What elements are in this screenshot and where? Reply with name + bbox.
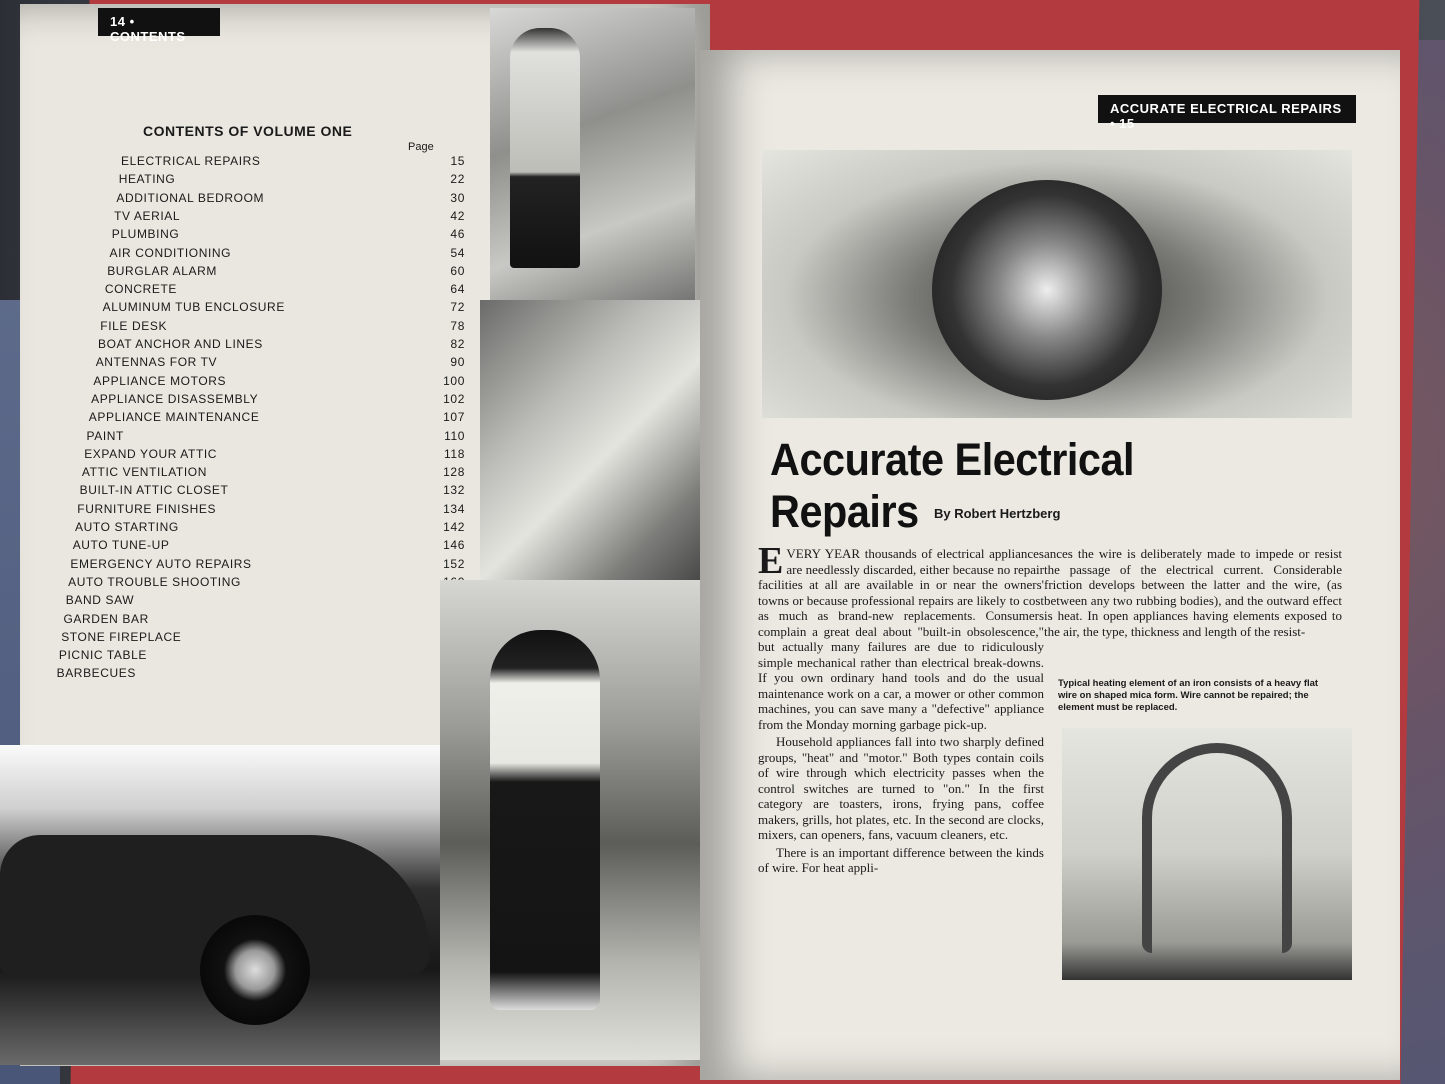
toc-entry-title: AIR CONDITIONING [109, 245, 232, 260]
toc-entry-title: EXPAND YOUR ATTIC [84, 446, 218, 461]
toc-entry-page: 118 [444, 446, 465, 461]
left-page-header: 14 • CONTENTS [98, 8, 220, 36]
photo-woman-painting [440, 580, 700, 1060]
table-of-contents [40, 110, 465, 750]
column-1-paragraph-1: EVERY YEAR thousands of electrical appliances are needlessly discarded, either because no repair facilities at all are available in or near the owners' towns or because professional repairs are likely to cost as much as brand-new replacements. Consumers complain a great deal about "built-in obsolescence," but actually many failures are due to ridiculously simple mechanical rather than electrical break-downs. If you own ordinary hand tools and do the usual maintenance work on a car, a mower or other common machines, you can save many a "defective" appliance from the Monday morning garbage pick-up. [758, 540, 1044, 732]
toc-entry-page: 102 [443, 391, 465, 406]
toc-entry [93, 373, 465, 391]
toc-entry [86, 428, 465, 446]
toc-entry [112, 227, 472, 244]
photo-caption: Typical heating element of an iron consists of a heavy flat wire on shaped mica form. Wire cannot be repaired; the element must be replaced. [1058, 678, 1319, 713]
article-column-2 [1044, 546, 1342, 641]
toc-entry-title: HEATING [118, 172, 176, 187]
toc-entry-page: 22 [450, 172, 465, 187]
toc-entry [72, 538, 465, 555]
toc-entry-title: EMERGENCY AUTO REPAIRS [70, 556, 252, 571]
toc-entry-title: TV AERIAL [114, 208, 181, 223]
toc-entry [84, 446, 465, 464]
toc-entry [121, 154, 481, 171]
photo-heating-element [1062, 728, 1352, 980]
article-title: Accurate Electrical Repairs [770, 434, 1135, 537]
toc-entry [57, 666, 417, 683]
toc-entry-title: FILE DESK [100, 318, 168, 333]
man-figure [510, 28, 580, 268]
column-2-paragraph-1: ances the wire is deliberately made to impede or resist the passage of the electrical current. Considerable friction develops between the latter and the wire, (as between any two rubbing bodies), and the outward effect is heat. In open appliances having elements exposed to the air, the type, thickness and length of the resist- [1044, 546, 1342, 639]
toc-entry-title: AUTO TROUBLE SHOOTING [68, 574, 241, 589]
toc-entry-title: ANTENNAS FOR TV [95, 355, 218, 370]
toc-entry-title: FURNITURE FINISHES [77, 501, 217, 516]
car-wheel [200, 915, 310, 1025]
toc-entry-page: 64 [450, 282, 465, 297]
toc-entry-page: 15 [450, 154, 465, 168]
toc-entry-page: 46 [450, 227, 465, 242]
toc-entry [64, 612, 424, 629]
toc-entry-title: ATTIC VENTILATION [81, 465, 207, 480]
toc-entry-title: ALUMINUM TUB ENCLOSURE [102, 300, 285, 315]
toc-entry-page: 90 [450, 355, 465, 370]
toc-entry [100, 318, 465, 336]
toc-entry [98, 337, 465, 354]
heating-coil [1142, 743, 1292, 953]
toc-entry-page: 132 [443, 483, 465, 498]
right-page-header: ACCURATE ELECTRICAL REPAIRS • 15 [1098, 95, 1356, 123]
toc-entry [119, 172, 479, 189]
toc-entry [66, 593, 426, 610]
article-column-1 [758, 540, 1044, 878]
toc-page-label: Page [408, 141, 434, 153]
toc-entry-page: 110 [444, 428, 465, 443]
toc-entry-title: APPLIANCE MAINTENANCE [88, 410, 260, 425]
toc-entry [88, 410, 465, 427]
toc-entry-page: 146 [443, 538, 465, 553]
toc-entry [107, 264, 467, 281]
toc-entry-title: PLUMBING [111, 227, 180, 242]
toc-entry-title: BARBECUES [56, 666, 137, 681]
woman-figure [490, 630, 600, 1010]
photo-iron-repair [762, 150, 1352, 418]
toc-entry-page: 60 [450, 263, 465, 278]
toc-entry-title: BAND SAW [65, 593, 135, 608]
toc-entry-page: 72 [450, 300, 465, 315]
toc-entry-title: BURGLAR ALARM [107, 263, 218, 278]
toc-entry-page: 128 [443, 465, 465, 480]
drop-cap: E [758, 540, 784, 582]
toc-entry-title: PAINT [86, 428, 124, 443]
column-1-paragraph-3: There is an important difference between the kinds of wire. For heat appli- [758, 844, 1044, 875]
toc-entry [81, 465, 465, 482]
toc-entry [77, 501, 465, 519]
column-1-paragraph-2: Household appliances fall into two sharply defined groups, "heat" and "motor." Both types contain coils of wire through which electricity passes when the control switches are turned to "on." In the first category are toasters, irons, frying pans, coffee makers, grills, hot plates, etc. In the second are clocks, mixers, can openers, fans, vacuum cleaners, etc. [758, 734, 1044, 842]
toc-entry [59, 648, 419, 665]
article-byline: By Robert Hertzberg [934, 506, 1061, 521]
iron-body [932, 180, 1162, 400]
toc-entry-title: AUTO TUNE-UP [72, 538, 170, 553]
toc-entry [103, 300, 463, 317]
toc-entry [68, 575, 428, 592]
photo-desk-finishing [480, 300, 700, 590]
toc-entry [105, 282, 465, 299]
toc-entry-title: ADDITIONAL BEDROOM [116, 190, 265, 205]
toc-entry-title: STONE FIREPLACE [61, 629, 182, 644]
toc-entry [70, 556, 465, 574]
toc-entry-page: 54 [450, 245, 465, 260]
toc-entry-page: 142 [443, 520, 465, 534]
toc-entry-page: 100 [443, 373, 465, 388]
toc-entry-title: APPLIANCE DISASSEMBLY [91, 391, 259, 406]
toc-entry-title: PICNIC TABLE [58, 648, 148, 663]
toc-entry [91, 391, 465, 409]
toc-entry-title: GARDEN BAR [63, 611, 149, 626]
toc-entry-title: ELECTRICAL REPAIRS [121, 154, 261, 168]
toc-entry [75, 520, 465, 537]
toc-entry [114, 209, 474, 226]
photo-man-with-tool [490, 8, 695, 308]
toc-entry [79, 483, 465, 500]
toc-entry [95, 355, 465, 372]
toc-entry-title: BUILT-IN ATTIC CLOSET [79, 483, 229, 498]
toc-entry-page: 42 [450, 208, 465, 223]
toc-entry-title: CONCRETE [104, 282, 178, 297]
toc-entry-page: 30 [450, 190, 465, 205]
toc-entry-page: 107 [443, 410, 465, 425]
toc-title: CONTENTS OF VOLUME ONE [143, 123, 353, 139]
photo-car [0, 745, 440, 1065]
toc-entry-title: AUTO STARTING [75, 520, 179, 534]
toc-entry [110, 246, 470, 263]
toc-entry [116, 191, 476, 208]
toc-entry [61, 630, 421, 647]
toc-entry-page: 152 [443, 556, 465, 571]
toc-entry-page: 82 [450, 337, 465, 351]
toc-entry-page: 78 [450, 318, 465, 333]
toc-entry-page: 134 [443, 501, 465, 516]
toc-entry-title: APPLIANCE MOTORS [93, 373, 227, 388]
toc-entry-title: BOAT ANCHOR AND LINES [98, 337, 263, 351]
